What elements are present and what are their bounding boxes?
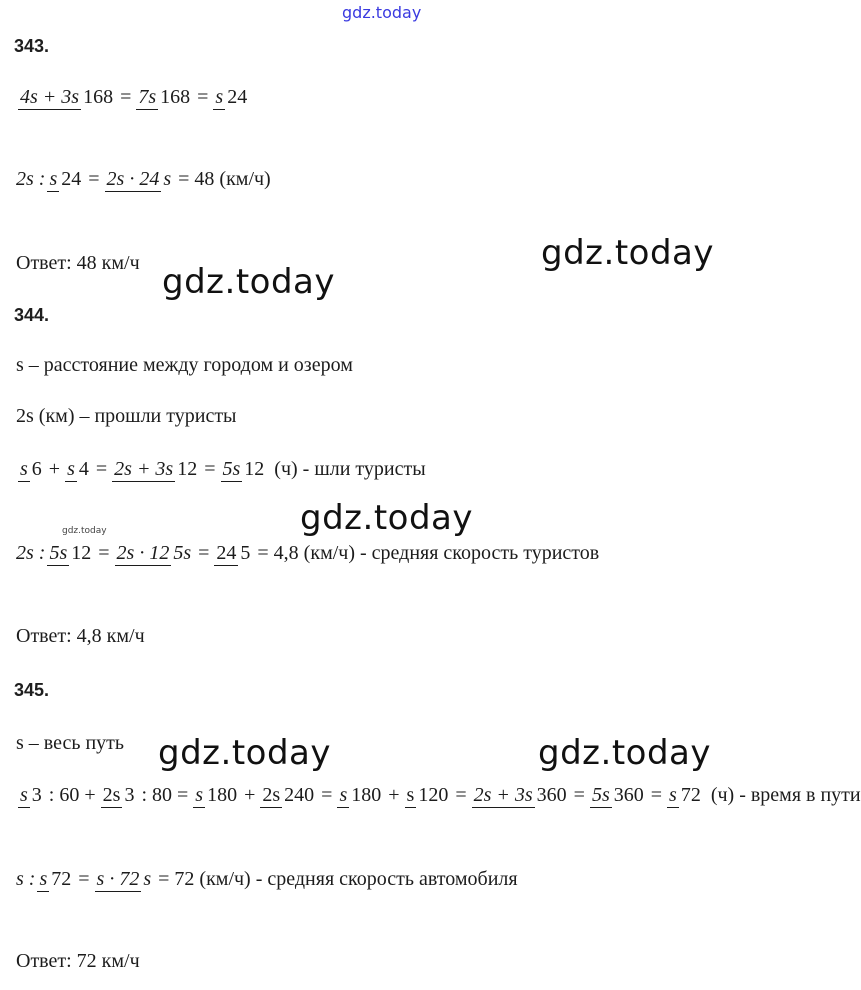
problem-number: 343. — [14, 36, 50, 56]
watermark-small: gdz.today — [62, 526, 107, 536]
fraction: 2s · 24 s — [106, 168, 172, 190]
equation-line: 2s : s 24 = 2s · 24 s = 48 (км/ч) — [16, 168, 271, 190]
fraction: s 180 — [339, 784, 382, 806]
watermark: gdz.today — [541, 233, 714, 273]
fraction: s 4 — [67, 458, 89, 480]
equation-line: s 3 : 60 + 2s 3 : 80 = s 180 + 2s 240 = s 180 + s 120 = 2s + 3s 360 = 5s 360 = s 72 (ч) - время в пути — [20, 784, 861, 806]
fraction: 4s + 3s 168 — [20, 86, 114, 108]
fraction: 2s 240 — [262, 784, 315, 806]
text-line: 2s (км) – прошли туристы — [16, 405, 237, 427]
fraction: s 3 — [20, 784, 42, 806]
fraction: 5s 12 — [222, 458, 265, 480]
fraction: s 180 — [195, 784, 238, 806]
problem-number: 344. — [14, 305, 50, 325]
text-line: s – весь путь — [16, 732, 125, 754]
fraction: s 24 — [49, 168, 82, 190]
equation-line: s 6 + s 4 = 2s + 3s 12 = 5s 12 (ч) - шли туристы — [20, 458, 426, 480]
answer: Ответ: 48 км/ч — [16, 252, 140, 274]
fraction: 5s 12 — [49, 542, 92, 564]
watermark: gdz.today — [538, 733, 711, 773]
fraction: 7s 168 — [138, 86, 191, 108]
fraction: 5s 360 — [591, 784, 644, 806]
equation-line: 4s + 3s 168 = 7s 168 = s 24 — [20, 86, 248, 108]
fraction: s 72 — [669, 784, 701, 806]
equation-line: 2s : 5s 12 = 2s · 12 5s = 24 5 = 4,8 (км/ч) - средняя скорость туристов — [16, 542, 600, 564]
fraction: 2s 3 — [102, 784, 135, 806]
fraction: 2s + 3s 360 — [473, 784, 567, 806]
fraction: 24 5 — [216, 542, 251, 564]
fraction: s · 72 s — [96, 868, 152, 890]
answer: Ответ: 72 км/ч — [16, 950, 140, 972]
problem-number: 345. — [14, 680, 50, 700]
watermark: gdz.today — [300, 498, 473, 538]
fraction: s 6 — [20, 458, 42, 480]
fraction: s 120 — [406, 784, 449, 806]
fraction: 2s · 12 5s — [116, 542, 192, 564]
watermark: gdz.today — [162, 262, 335, 302]
fraction: 2s + 3s 12 — [114, 458, 198, 480]
text-line: s – расстояние между городом и озером — [16, 354, 353, 376]
fraction: s 72 — [39, 868, 72, 890]
answer: Ответ: 4,8 км/ч — [16, 625, 145, 647]
watermark: gdz.today — [158, 733, 331, 773]
fraction: s 24 — [215, 86, 248, 108]
equation-line: s : s 72 = s · 72 s = 72 (км/ч) - средняя скорость автомобиля — [16, 868, 518, 890]
watermark-top: gdz.today — [342, 3, 422, 22]
